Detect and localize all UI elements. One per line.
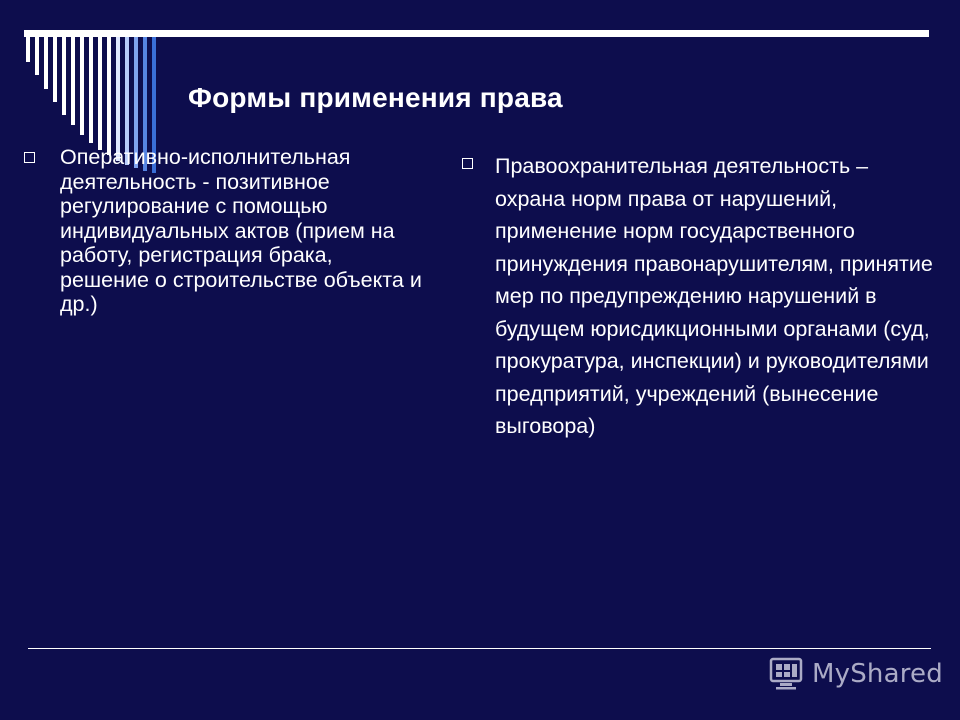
bullet-item: [24, 145, 424, 317]
stripe: [26, 37, 30, 62]
stripe: [53, 37, 57, 102]
stripe: [44, 37, 48, 89]
bullet-item: [462, 150, 942, 443]
stripe: [71, 37, 75, 125]
bullet-text: Оперативно-исполнительная деятельность - позитивное регулирование с помощью индивидуальных актов (прием на работу, регистрация брака, решение о строительстве объекта и др.): [60, 145, 422, 316]
square-bullet-icon: [24, 152, 35, 163]
stripe: [89, 37, 93, 143]
stripe: [62, 37, 66, 115]
stripe: [107, 37, 111, 155]
watermark-text: MyShared: [812, 659, 943, 689]
stripe: [80, 37, 84, 135]
myshared-logo-icon: [768, 656, 806, 692]
watermark-logo: [768, 656, 943, 692]
bottom-rule: [28, 648, 931, 649]
stripe: [116, 37, 120, 161]
square-bullet-icon: [462, 158, 473, 169]
bullet-text: Правоохранительная деятельность – охрана норм права от нарушений, применение норм государственного принуждения правонарушителям, принятие мер по предупреждению нарушений в будущем юрисдикционными органами (суд, прокуратура, инспекции) и руководителями предприятий, учреждений (вынесение выговора): [495, 154, 933, 438]
stripe: [35, 37, 39, 75]
stripe: [98, 37, 102, 150]
slide-title: Формы применения права: [188, 82, 563, 113]
